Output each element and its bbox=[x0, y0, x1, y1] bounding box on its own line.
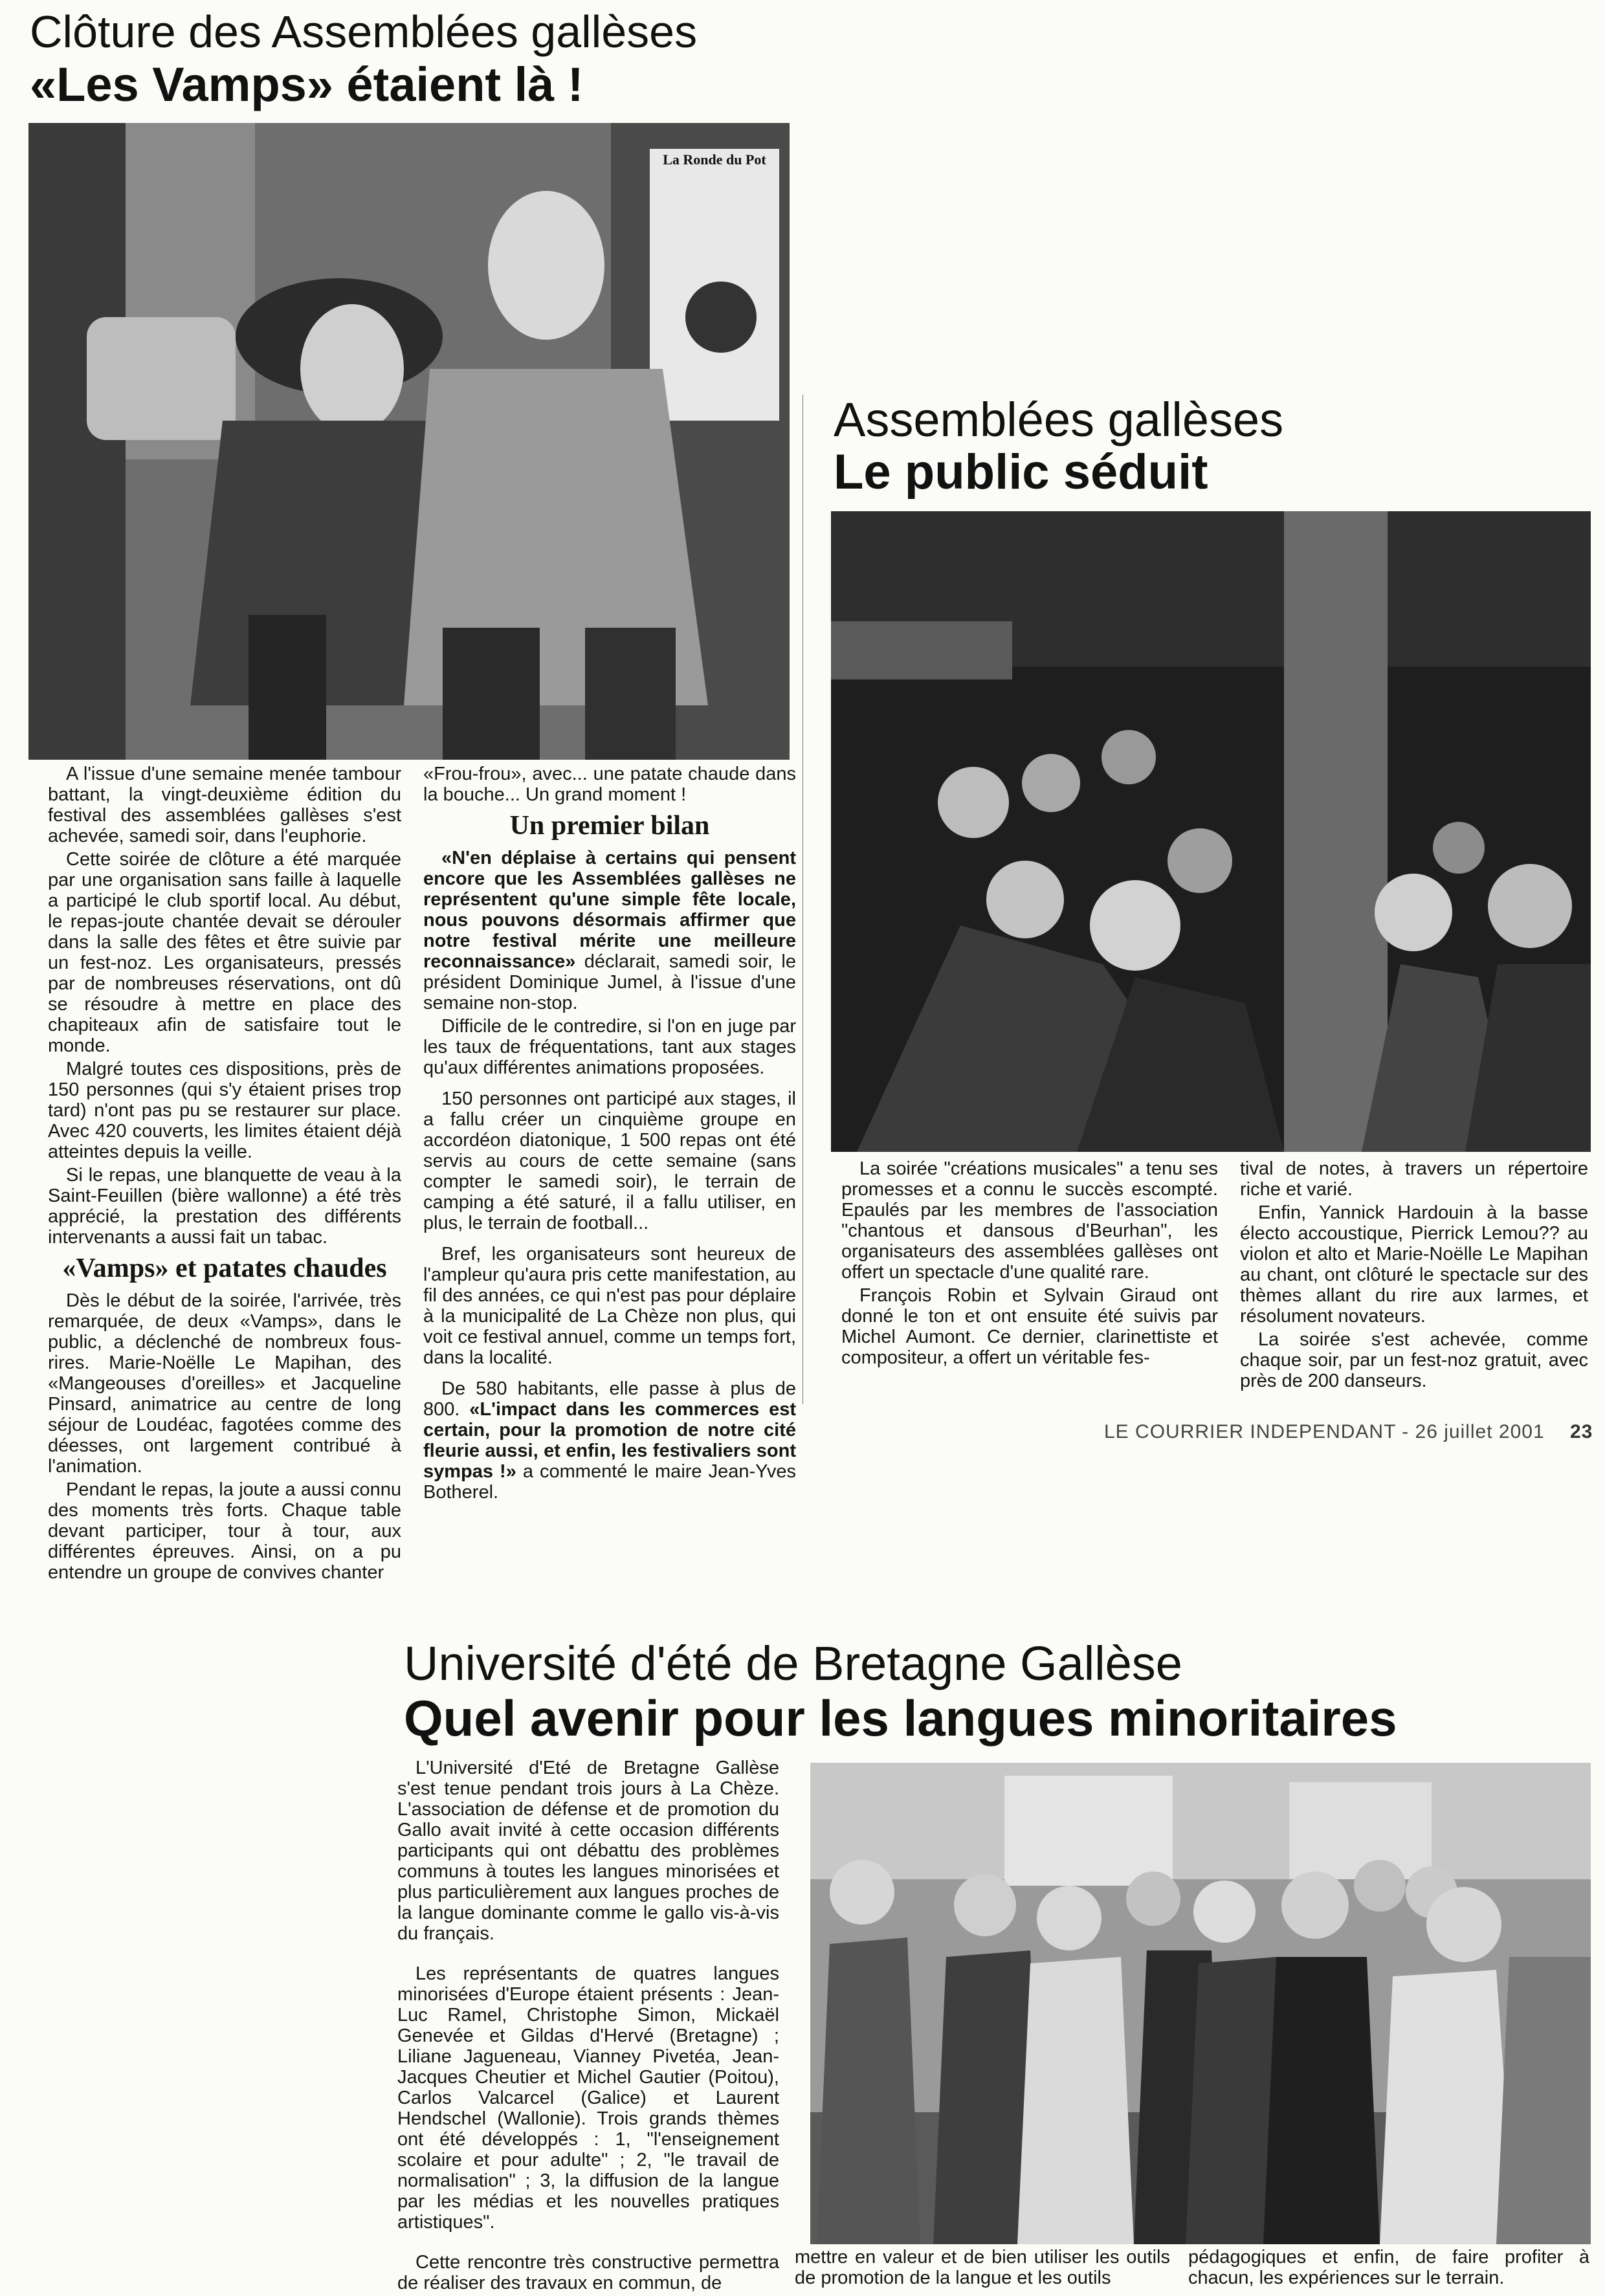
subhead-bilan: Un premier bilan bbox=[509, 811, 710, 841]
paragraph: A l'issue d'une semaine menée tambour battant, la vingt-deuxième édition du festival des assemblées gallèses s'est achevée, samedi soir, dans l'euphorie. bbox=[48, 764, 401, 846]
paragraph: pédagogiques et enfin, de faire profiter à chacun, les expériences sur le terrain. bbox=[1188, 2247, 1589, 2288]
subhead-vamps: «Vamps» et patates chaudes bbox=[62, 1253, 387, 1283]
paragraph: tival de notes, à travers un répertoire riche et varié. bbox=[1240, 1158, 1588, 1200]
paragraph bbox=[423, 848, 796, 1013]
paragraph: La soirée s'est achevée, comme chaque soir, par un fest-noz gratuit, avec près de 200 danseurs. bbox=[1240, 1329, 1588, 1391]
article2-title-line2: Le public séduit bbox=[834, 445, 1208, 500]
text: a commenté le maire Jean-Yves Botherel. bbox=[423, 1461, 796, 1503]
quote-attribution: déclarait, samedi soir, le président Dominique Jumel, à l'issue d'une semaine non-stop. bbox=[423, 951, 796, 1014]
paragraph: Cette soirée de clôture a été marquée par une organisation sans faille à laquelle a participé le club sportif local. Au début, le repas-joute chantée devait se dérouler dans la salle des fêtes et être suivie par un fest-noz. Les organisateurs, pressés par de nombreuses réservations, ont dû se résoudre à mettre en place des chapiteaux afin de satisfaire tout le monde. bbox=[48, 849, 401, 1056]
article1-column1 bbox=[48, 764, 401, 1585]
paragraph: Enfin, Yannick Hardouin à la basse électo accoustique, Pierrick Lemou?? au violon et alto et Marie-Noëlle Le Mapihan au chant, ont clôturé le spectacle sur des thèmes allant du rire aux larmes, et résolument novateurs. bbox=[1240, 1202, 1588, 1327]
paragraph: François Robin et Sylvain Giraud ont donné le ton et ont ensuite été suivis par Michel Aumont. Ce dernier, clarinettiste et compositeur, a offert un véritable fes- bbox=[841, 1285, 1218, 1368]
quote: «N'en déplaise à certains qui pensent encore que les Assemblées gallèses ne représentent qu'une simple fête locale, nous pouvons désormais affirmer que notre festival mérite une meilleure reconnaissance» bbox=[423, 848, 796, 973]
paragraph: Les représentants de quatres langues minorisées d'Europe étaient présents : Jean-Luc Ramel, Christophe Simon, Mickaël Genevée et Gildas d'Hervé (Bretagne) ; Liliane Jagueneau, Vianney Pivetéa, Jean-Jacques Cheutier et Michel Gautier (Poitou), Carlos Valcarcel (Galice) et Laurent Hendschel (Wallonie). Trois grands thèmes ont été développés : 1, "l'enseignement scolaire et pour adulte" ; 2, "le travail de normalisation" ; 3, la diffusion de la langue par les médias et les nouvelles pratiques artistiques". bbox=[397, 1963, 779, 2233]
quote: «L'impact dans les commerces est certain, pour la promotion de notre cité fleurie aussi, et enfin, les festivaliers sont sympas !» bbox=[423, 1399, 796, 1483]
column-rule bbox=[802, 395, 803, 1404]
vamps-photo bbox=[28, 123, 790, 760]
paragraph: L'Université d'Eté de Bretagne Gallèse s'est tenue pendant trois jours à La Chèze. L'association de défense et de promotion du Gallo avait invité à cette occasion différents participants qui ont débattu des problèmes communs à toutes les langues minorisées et plus particulièrement aux langues proches de la langue dominante comme le gallo vis-à-vis du français. bbox=[397, 1758, 779, 1944]
paragraph: Si le repas, une blanquette de veau à la Saint-Feuillen (bière wallonne) a été très apprécié, la prestation des différents intervenants a aussi fait un tabac. bbox=[48, 1165, 401, 1248]
paragraph: 150 personnes ont participé aux stages, il a fallu créer un cinquième groupe en accordéon diatonique, 1 500 repas ont été servis au cours de cette semaine (sans compter le samedi soir), le terrain de camping a été saturé, il a fallu utiliser, en plus, le terrain de football... bbox=[423, 1088, 796, 1234]
footer-source: LE COURRIER INDEPENDANT - 26 juillet 2001 bbox=[1104, 1421, 1545, 1442]
article2-title-line1: Assemblées gallèses bbox=[834, 393, 1284, 447]
text: De 580 habitants, elle passe à plus de 800. bbox=[423, 1378, 796, 1420]
paragraph: mettre en valeur et de bien utiliser les outils de promotion de la langue et les outils bbox=[795, 2247, 1170, 2288]
paragraph: La soirée "créations musicales" a tenu ses promesses et a connu le succès escompté. Epaulés par les membres de l'association "chantous et dansous d'Beurhan", les organisateurs des assemblées gallèses ont offert un spectacle d'une qualité rare. bbox=[841, 1158, 1218, 1283]
article2-column2 bbox=[1240, 1158, 1588, 1394]
article3-column3 bbox=[1188, 2247, 1589, 2288]
article1-title-line1: Clôture des Assemblées gallèses bbox=[30, 6, 698, 57]
article3-title-line1: Université d'été de Bretagne Gallèse bbox=[404, 1637, 1182, 1690]
paragraph bbox=[423, 1378, 796, 1503]
paragraph: «Frou-frou», avec... une patate chaude dans la bouche... Un grand moment ! bbox=[423, 764, 796, 805]
paragraph: Bref, les organisateurs sont heureux de l'ampleur qu'aura pris cette manifestation, au fil des années, ce qui n'est pas pour déplaire à la municipalité de La Chèze non plus, qui voit ce festival annuel, comme un temps fort, dans la localité. bbox=[423, 1244, 796, 1369]
paragraph: Dès le début de la soirée, l'arrivée, très remarquée, de deux «Vamps», dans le public, a déclenché de nombreux fous-rires. Marie-Noëlle Le Mapihan, des «Mangeouses d'oreilles» et Jacqueline Pinsard, animatrice au centre de long séjour de Loudéac, fagotées comme des déesses, ont largement contribué à l'animation. bbox=[48, 1290, 401, 1477]
concert-audience-photo bbox=[831, 511, 1591, 1152]
article3-title-line2: Quel avenir pour les langues minoritaires bbox=[404, 1690, 1397, 1747]
poster-text: La Ronde du Pot bbox=[663, 151, 766, 168]
article3-column2 bbox=[795, 2247, 1170, 2288]
paragraph: Difficile de le contredire, si l'on en juge par les taux de fréquentations, tant aux stages qu'aux différentes animations proposées. bbox=[423, 1016, 796, 1079]
paragraph: Pendant le repas, la joute a aussi connu des moments très forts. Chaque table devant participer, tour à tour, aux différentes épreuves. Ainsi, on a pu entendre un groupe de convives chanter bbox=[48, 1479, 401, 1584]
paragraph: Malgré toutes ces dispositions, près de 150 personnes (qui s'y étaient prises trop tard) n'ont pas pu se restaurer sur place. Avec 420 couverts, les limites étaient déjà atteintes depuis la veille. bbox=[48, 1059, 401, 1162]
article3-column1 bbox=[397, 1758, 779, 2296]
article2-column1 bbox=[841, 1158, 1218, 1371]
paragraph: Cette rencontre très constructive permettra de réaliser des travaux en commun, de bbox=[397, 2252, 779, 2293]
page-number: 23 bbox=[1570, 1421, 1593, 1442]
article1-title-line2: «Les Vamps» étaient là ! bbox=[30, 58, 584, 111]
article1-column2 bbox=[423, 764, 796, 1505]
university-group-photo bbox=[810, 1763, 1591, 2244]
